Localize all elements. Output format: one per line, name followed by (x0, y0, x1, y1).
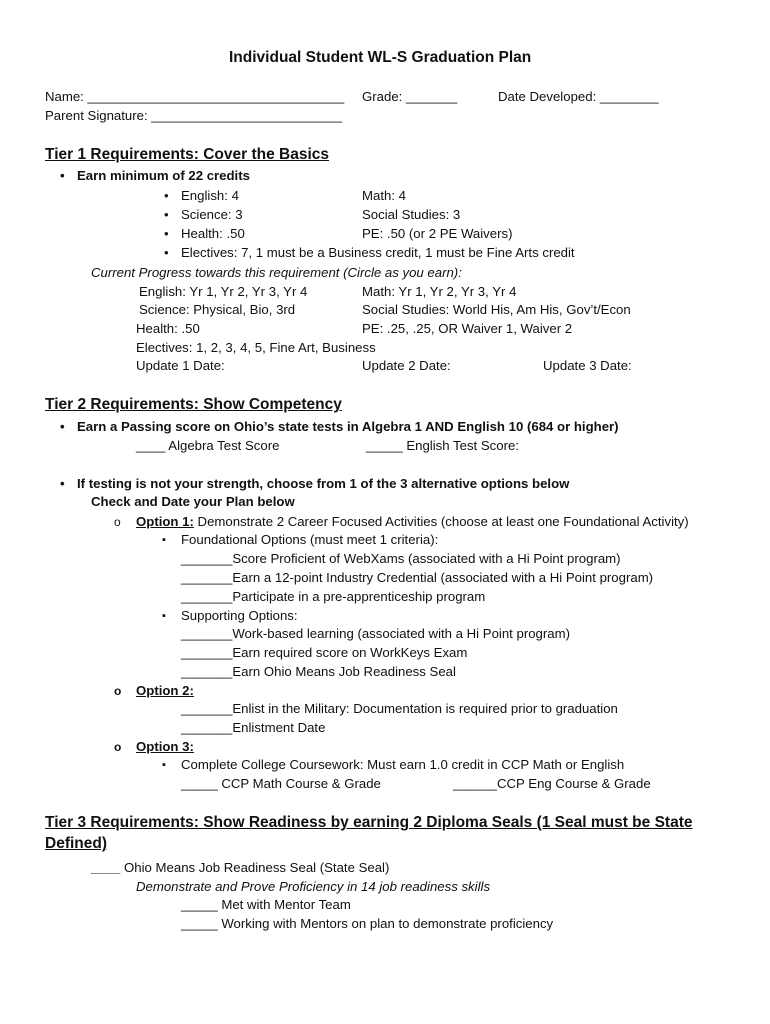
foundational-heading: ▪ Foundational Options (must meet 1 criteria): (181, 532, 438, 548)
credit-english: • English: 4 (181, 188, 239, 204)
tier2-bullet1: • Earn a Passing score on Ohio’s state tests in Algebra 1 AND English 10 (684 or higher) (77, 419, 619, 435)
date-developed-field[interactable]: Date Developed: ________ (498, 89, 659, 104)
credit-health: • Health: .50 (181, 226, 245, 242)
grade-field[interactable]: Grade: _______ (362, 89, 458, 104)
seal-text: Ohio Means Job Readiness Seal (State Seal) (124, 860, 390, 875)
tier3-heading: Tier 3 Requirements: Show Readiness by earning 2 Diploma Seals (1 Seal must be State (45, 814, 693, 831)
supporting-item[interactable]: _______Work-based learning (associated with a Hi Point program) (181, 626, 570, 641)
progress-pe[interactable]: PE: .25, .25, OR Waiver 1, Waiver 2 (362, 321, 573, 336)
tier1-bullet: • Earn minimum of 22 credits (77, 168, 250, 184)
seal-note: Demonstrate and Prove Proficiency in 14 job readiness skills (136, 879, 491, 894)
seal-line[interactable] (91, 860, 389, 876)
supporting-item[interactable]: _______Earn Ohio Means Job Readiness Seal (181, 664, 456, 679)
progress-health[interactable]: Health: .50 (136, 321, 200, 336)
option1-label: Option 1: (136, 514, 194, 529)
algebra-score-field[interactable]: ____ Algebra Test Score (136, 438, 280, 453)
page-title: Individual Student WL-S Graduation Plan (229, 49, 532, 66)
option2-item[interactable]: _______Enlistment Date (181, 720, 326, 735)
parent-signature-field[interactable]: Parent Signature: __________________________ (45, 108, 342, 123)
update1-date[interactable]: Update 1 Date: (136, 358, 225, 373)
option1[interactable] (136, 514, 689, 530)
foundational-item[interactable]: _______Participate in a pre-apprenticeship program (181, 589, 486, 604)
progress-social-studies[interactable]: Social Studies: World His, Am His, Gov’t/Econ (362, 302, 631, 317)
tier2-bullet2: • If testing is not your strength, choose from 1 of the 3 alternative options below (77, 476, 569, 492)
option3-item: ▪ Complete College Coursework: Must earn 1.0 credit in CCP Math or English (181, 757, 624, 773)
tier3-heading-cont: Defined) (45, 835, 107, 852)
check-line: Check and Date your Plan below (91, 494, 295, 509)
option3-label[interactable]: o Option 3: (136, 739, 194, 755)
tier2-heading: Tier 2 Requirements: Show Competency (45, 396, 342, 413)
ccp-math-field[interactable]: _____ CCP Math Course & Grade (181, 776, 381, 791)
tier1-heading: Tier 1 Requirements: Cover the Basics (45, 146, 329, 163)
mentor-item[interactable]: _____ Working with Mentors on plan to demonstrate proficiency (181, 916, 554, 931)
ccp-eng-field[interactable]: ______CCP Eng Course & Grade (453, 776, 651, 791)
mentor-item[interactable]: _____ Met with Mentor Team (181, 897, 351, 912)
credit-science: • Science: 3 (181, 207, 243, 223)
update2-date[interactable]: Update 2 Date: (362, 358, 451, 373)
credit-electives: • Electives: 7, 1 must be a Business credit, 1 must be Fine Arts credit (181, 245, 575, 261)
progress-math[interactable]: Math: Yr 1, Yr 2, Yr 3, Yr 4 (362, 284, 517, 299)
credit-social-studies: Social Studies: 3 (362, 207, 461, 222)
foundational-item[interactable]: _______Earn a 12-point Industry Credential (associated with a Hi Point program) (181, 570, 654, 585)
english-score-field[interactable]: _____ English Test Score: (366, 438, 519, 453)
option2-label[interactable]: o Option 2: (136, 683, 194, 699)
foundational-item[interactable]: _______Score Proficient of WebXams (associated with a Hi Point program) (181, 551, 621, 566)
supporting-heading: ▪ Supporting Options: (181, 608, 298, 624)
option2-item[interactable]: _______Enlist in the Military: Documentation is required prior to graduation (181, 701, 618, 716)
seal-blank: ____ (91, 860, 121, 875)
option1-text: Demonstrate 2 Career Focused Activities (choose at least one Foundational Activity) (193, 514, 689, 529)
progress-science[interactable]: Science: Physical, Bio, 3rd (139, 302, 296, 317)
progress-electives[interactable]: Electives: 1, 2, 3, 4, 5, Fine Art, Business (136, 340, 376, 355)
name-field[interactable]: Name: ___________________________________ (45, 89, 345, 104)
credit-pe: PE: .50 (or 2 PE Waivers) (362, 226, 513, 241)
progress-english[interactable]: English: Yr 1, Yr 2, Yr 3, Yr 4 (139, 284, 308, 299)
supporting-item[interactable]: _______Earn required score on WorkKeys Exam (181, 645, 468, 660)
progress-note: Current Progress towards this requirement (Circle as you earn): (91, 265, 462, 280)
credit-math: Math: 4 (362, 188, 406, 203)
update3-date[interactable]: Update 3 Date: (543, 358, 632, 373)
